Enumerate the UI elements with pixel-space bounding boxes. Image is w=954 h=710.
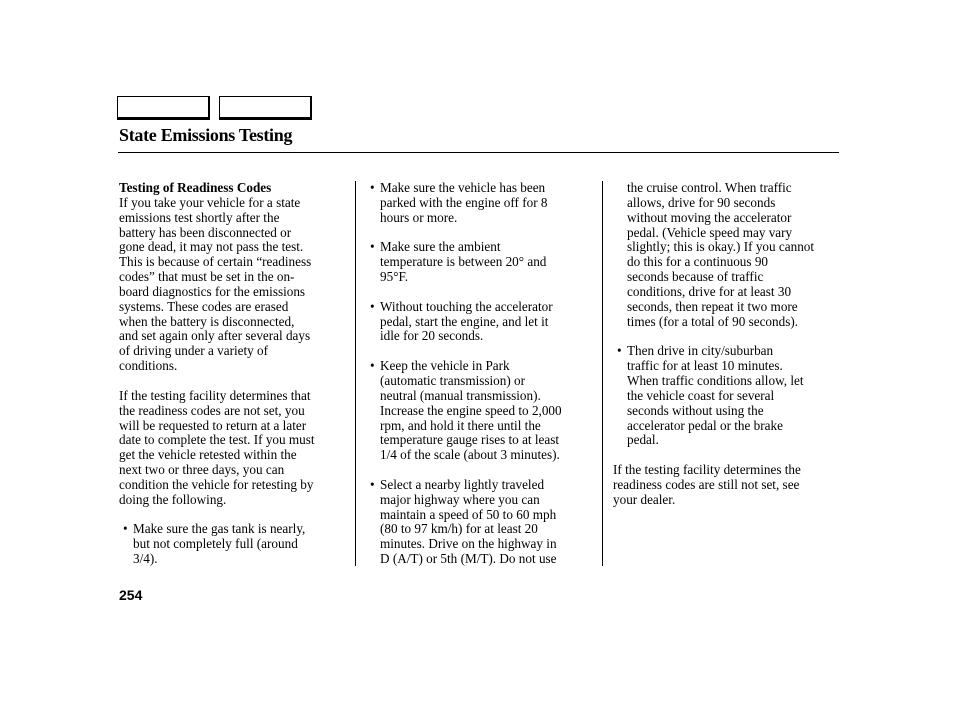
text-line: battery has been disconnected or: [119, 224, 292, 240]
text-line: get the vehicle retested within the: [119, 447, 297, 463]
text-line: slightly; this is okay.) If you cannot: [627, 239, 815, 255]
text-line: maintain a speed of 50 to 60 mph: [380, 506, 557, 522]
text-line: systems. These codes are erased: [119, 298, 289, 314]
text-line: emissions test shortly after the: [119, 209, 280, 225]
column-divider-1: [355, 181, 356, 566]
list-item: [366, 359, 598, 463]
list-item: [366, 478, 598, 567]
bullet-icon: •: [370, 180, 375, 195]
text-line: This is because of certain “readiness: [119, 254, 312, 270]
text-line: do this for a continuous 90: [627, 254, 769, 270]
text-line: If the testing facility determines the: [613, 462, 801, 478]
text-line: codes” that must be set in the on-: [119, 269, 295, 285]
text-line: When traffic conditions allow, let: [627, 372, 804, 388]
text-line: without moving the accelerator: [627, 209, 792, 225]
text-line: Make sure the gas tank is nearly,: [133, 521, 306, 537]
text-line: neutral (manual transmission).: [380, 387, 541, 403]
text-line: Keep the vehicle in Park: [380, 358, 510, 374]
text-line: parked with the engine off for 8: [380, 194, 548, 210]
column-divider-2: [602, 181, 603, 566]
section-heading: Testing of Readiness Codes: [119, 180, 272, 195]
list-item: [366, 181, 598, 226]
text-line: when the battery is disconnected,: [119, 313, 295, 329]
text-line: seconds without using the: [627, 402, 764, 418]
text-line: seconds because of traffic: [627, 269, 764, 285]
bullet-icon: •: [617, 343, 622, 359]
section-tab-1[interactable]: [117, 96, 210, 120]
list-item: [366, 240, 598, 285]
list-item: [366, 300, 598, 345]
text-line: the readiness codes are not set, you: [119, 402, 305, 418]
text-line: allows, drive for 90 seconds: [627, 194, 776, 210]
text-line: seconds, then repeat it two more: [627, 298, 798, 314]
text-line: accelerator pedal or the brake: [627, 417, 783, 433]
text-line: Make sure the ambient: [380, 239, 501, 255]
column-2: [366, 181, 598, 582]
text-line: pedal, start the engine, and let it: [380, 313, 549, 329]
text-line: board diagnostics for the emissions: [119, 283, 306, 299]
text-line: temperature is between 20° and: [380, 254, 547, 270]
text-line: Then drive in city/suburban: [627, 343, 774, 359]
text-line: hours or more.: [380, 209, 458, 225]
text-line: gone dead, it may not pass the test.: [119, 239, 304, 255]
text-line: will be requested to return at a later: [119, 417, 307, 433]
text-line: (80 to 97 km/h) for at least 20: [380, 521, 538, 537]
bullet-icon: •: [370, 476, 375, 492]
text-line: of driving under a variety of: [119, 343, 269, 359]
text-line: 1/4 of the scale (about 3 minutes).: [380, 447, 560, 463]
text-line: 95°F.: [380, 269, 409, 285]
text-line: rpm, and hold it there until the: [380, 417, 541, 433]
list-item: [613, 344, 845, 448]
text-line: traffic for at least 10 minutes.: [627, 358, 783, 374]
bullet-continuation: [613, 181, 845, 329]
text-line: pedal. (Vehicle speed may vary: [627, 224, 793, 240]
title-rule: [118, 152, 839, 153]
text-line: the cruise control. When traffic: [627, 180, 792, 195]
column-3: [613, 181, 845, 522]
text-line: times (for a total of 90 seconds).: [627, 313, 799, 329]
paragraph-2: [119, 389, 351, 508]
text-line: D (A/T) or 5th (M/T). Do not use: [380, 551, 557, 567]
bullet-icon: •: [370, 358, 375, 374]
text-line: idle for 20 seconds.: [380, 328, 484, 344]
text-line: Without touching the accelerator: [380, 298, 553, 314]
text-line: readiness codes are still not set, see: [613, 476, 800, 492]
bullet-icon: •: [123, 521, 128, 537]
text-line: but not completely full (around: [133, 536, 298, 552]
text-line: doing the following.: [119, 491, 227, 507]
text-line: If the testing facility determines that: [119, 387, 311, 403]
text-line: conditions.: [119, 358, 178, 374]
text-line: Make sure the vehicle has been: [380, 180, 546, 195]
column-1: [119, 181, 351, 582]
text-line: Increase the engine speed to 2,000: [380, 402, 562, 418]
text-line: and set again only after several days: [119, 328, 311, 344]
text-line: temperature gauge rises to at least: [380, 432, 560, 448]
section-tab-2[interactable]: [219, 96, 312, 120]
text-line: your dealer.: [613, 491, 676, 507]
bullet-icon: •: [370, 298, 375, 314]
page-number: 254: [119, 587, 143, 603]
page-title: State Emissions Testing: [119, 125, 293, 145]
closing-paragraph: [613, 463, 845, 508]
list-item: [119, 522, 351, 567]
text-line: conditions, drive for at least 30: [627, 283, 792, 299]
bullet-icon: •: [370, 239, 375, 255]
text-line: 3/4).: [133, 551, 158, 567]
text-line: If you take your vehicle for a state: [119, 194, 301, 210]
text-line: next two or three days, you can: [119, 462, 285, 478]
text-line: minutes. Drive on the highway in: [380, 536, 557, 552]
text-line: (automatic transmission) or: [380, 372, 526, 388]
paragraph-1: [119, 196, 351, 374]
text-line: the vehicle coast for several: [627, 387, 775, 403]
text-line: condition the vehicle for retesting by: [119, 476, 314, 492]
text-line: major highway where you can: [380, 491, 540, 507]
text-line: pedal.: [627, 432, 659, 448]
text-line: Select a nearby lightly traveled: [380, 476, 545, 492]
text-line: date to complete the test. If you must: [119, 432, 315, 448]
